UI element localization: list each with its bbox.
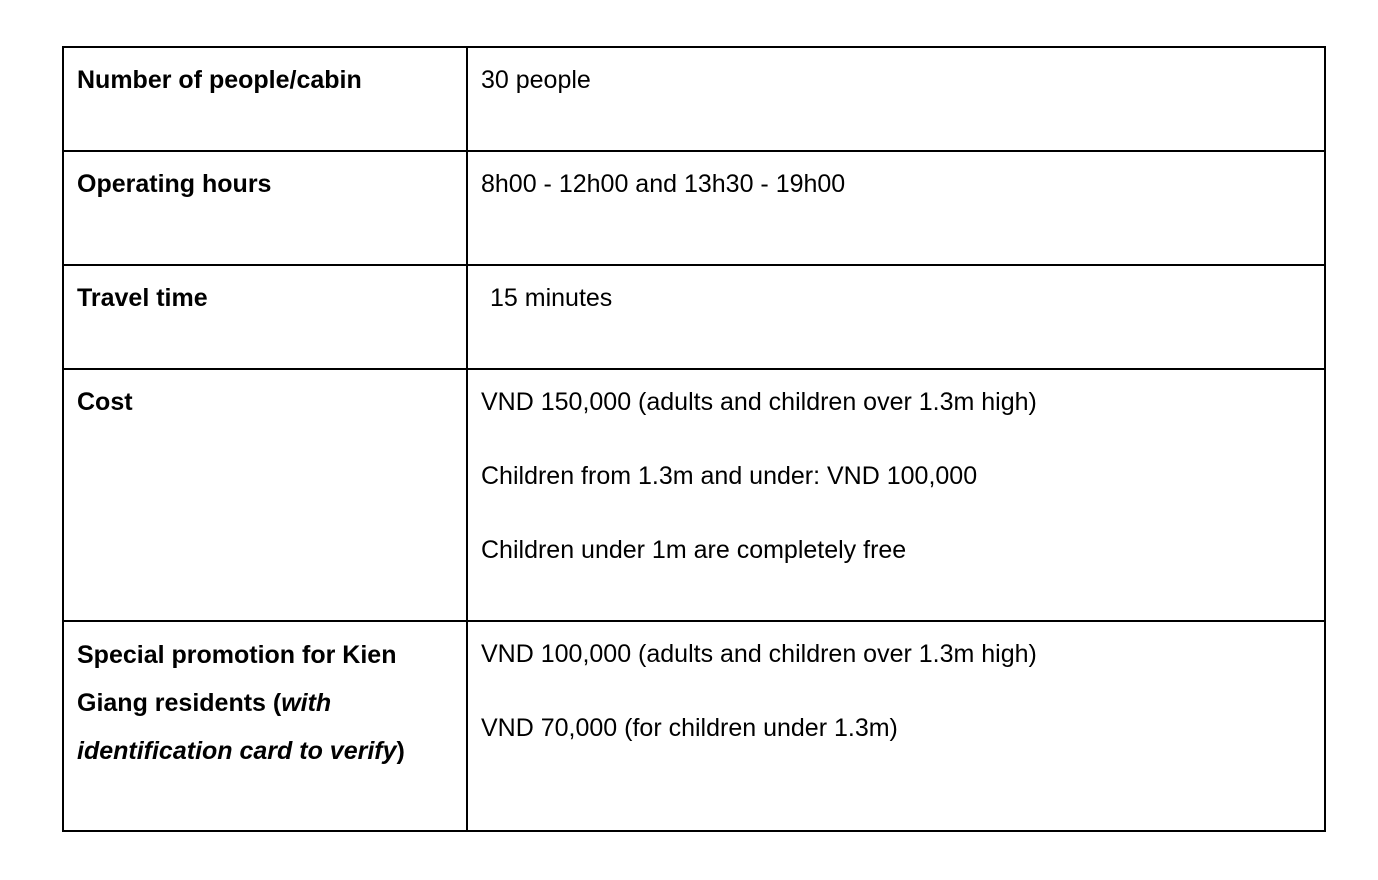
row-value-promotion [467, 621, 1325, 831]
row-label-text: Operating hours [77, 170, 272, 198]
row-value-text: 15 minutes [490, 284, 613, 312]
cable-car-info-table [62, 46, 1326, 832]
row-value-cost [467, 369, 1325, 621]
promotion-label-tail: ) [396, 737, 405, 765]
table-row [63, 265, 1325, 369]
row-label-text: Travel time [77, 284, 208, 312]
promotion-label-text [77, 631, 454, 775]
table-row [63, 621, 1325, 831]
row-value-operating-hours [467, 151, 1325, 265]
cost-free-note: Children under 1m are completely free [481, 536, 907, 564]
promotion-adult-price: VND 100,000 (adults and children over 1.3m high) [481, 640, 1037, 668]
table-row [63, 47, 1325, 151]
row-label-operating-hours [63, 151, 467, 265]
row-value-capacity [467, 47, 1325, 151]
promotion-child-price: VND 70,000 (for children under 1.3m) [481, 714, 898, 742]
row-value-text: 30 people [481, 66, 591, 94]
cost-adult-price: VND 150,000 (adults and children over 1.3m high) [481, 388, 1037, 416]
cost-child-price: Children from 1.3m and under: VND 100,000 [481, 462, 978, 490]
row-label-travel-time [63, 265, 467, 369]
row-label-cost [63, 369, 467, 621]
table-row [63, 369, 1325, 621]
promotion-label-lead: Special promotion for Kien Giang residents ( [77, 641, 397, 717]
row-label-promotion [63, 621, 467, 831]
row-label-text: Cost [77, 388, 133, 416]
row-label-capacity [63, 47, 467, 151]
row-value-travel-time [467, 265, 1325, 369]
table-row [63, 151, 1325, 265]
row-label-text: Number of people/cabin [77, 66, 362, 94]
row-value-text: 8h00 - 12h00 and 13h30 - 19h00 [481, 170, 846, 198]
promotion-label-italic: with identification card to verify [77, 689, 397, 765]
